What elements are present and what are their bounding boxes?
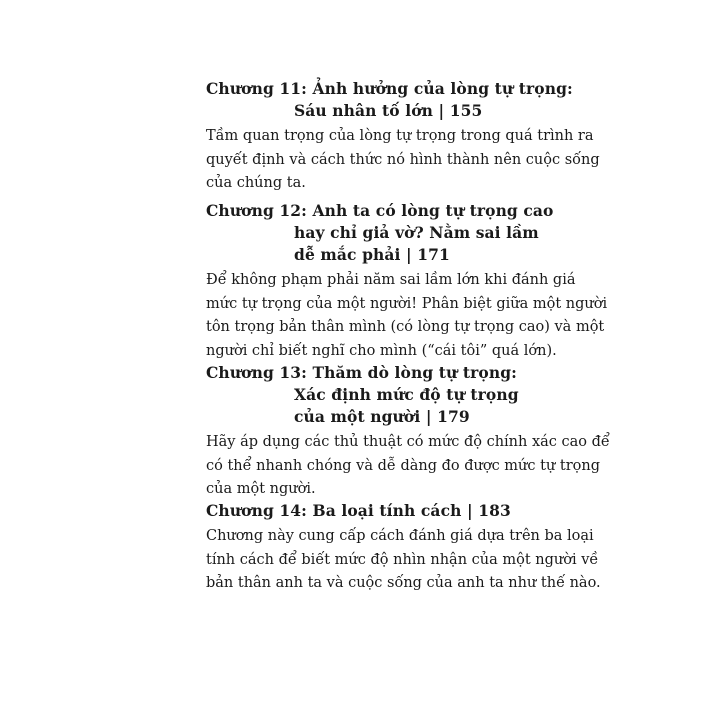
chapter-title-line: Ảnh hưởng của lòng tự trọng: — [312, 79, 573, 98]
chapter-description — [206, 269, 616, 363]
chapter-title-line: Sáu nhân tố lớn | 155 — [294, 101, 483, 120]
chapter-label: Chương 11: — [206, 79, 308, 98]
chapter-entry-12 — [206, 200, 616, 363]
chapter-heading — [206, 200, 616, 266]
description-line: có thể nhanh chóng và dễ dàng đo được mức tự trọng — [206, 457, 600, 474]
description-line: Để không phạm phải năm sai lầm lớn khi đánh giá — [206, 272, 576, 288]
chapter-heading — [206, 500, 616, 522]
description-line: của một người. — [206, 481, 316, 497]
chapter-heading — [206, 78, 616, 122]
description-line: người chỉ biết nghĩ cho mình (“cái tôi” quá lớn). — [206, 342, 557, 359]
chapter-description — [206, 525, 616, 596]
description-line: Chương này cung cấp cách đánh giá dựa trên ba loại — [206, 528, 594, 544]
chapter-title-line: Thăm dò lòng tự trọng: — [312, 363, 517, 382]
description-line: bản thân anh ta và cuộc sống của anh ta như thế nào. — [206, 575, 601, 591]
chapter-entry-14 — [206, 500, 616, 596]
description-line: Tầm quan trọng của lòng tự trọng trong quá trình ra — [206, 128, 594, 144]
description-line: mức tự trọng của một người! Phân biệt giữa một người — [206, 295, 608, 312]
description-line: Hãy áp dụng các thủ thuật có mức độ chính xác cao để — [206, 434, 610, 450]
chapter-title-line: Xác định mức độ tự trọng — [294, 385, 519, 404]
chapter-label: Chương 13: — [206, 363, 308, 382]
chapter-title-line: Anh ta có lòng tự trọng cao — [312, 201, 554, 220]
description-line: của chúng ta. — [206, 175, 306, 191]
chapter-description — [206, 125, 616, 196]
chapter-label: Chương 12: — [206, 201, 308, 220]
chapter-title-line: hay chỉ giả vờ? Nằm sai lầm — [294, 223, 539, 242]
description-line: tôn trọng bản thân mình (có lòng tự trọng cao) và một — [206, 319, 605, 335]
chapter-title-line: của một người | 179 — [294, 407, 470, 426]
chapter-label: Chương 14: — [206, 501, 308, 520]
description-line: tính cách để biết mức độ nhìn nhận của một người về — [206, 551, 599, 568]
chapter-description — [206, 431, 616, 502]
description-line: quyết định và cách thức nó hình thành nên cuộc sống — [206, 151, 600, 168]
chapter-heading — [206, 362, 616, 428]
chapter-title-line: Ba loại tính cách | 183 — [312, 501, 511, 520]
chapter-entry-11 — [206, 78, 616, 196]
chapter-entry-13 — [206, 362, 616, 502]
chapter-title-line: dễ mắc phải | 171 — [294, 245, 450, 264]
